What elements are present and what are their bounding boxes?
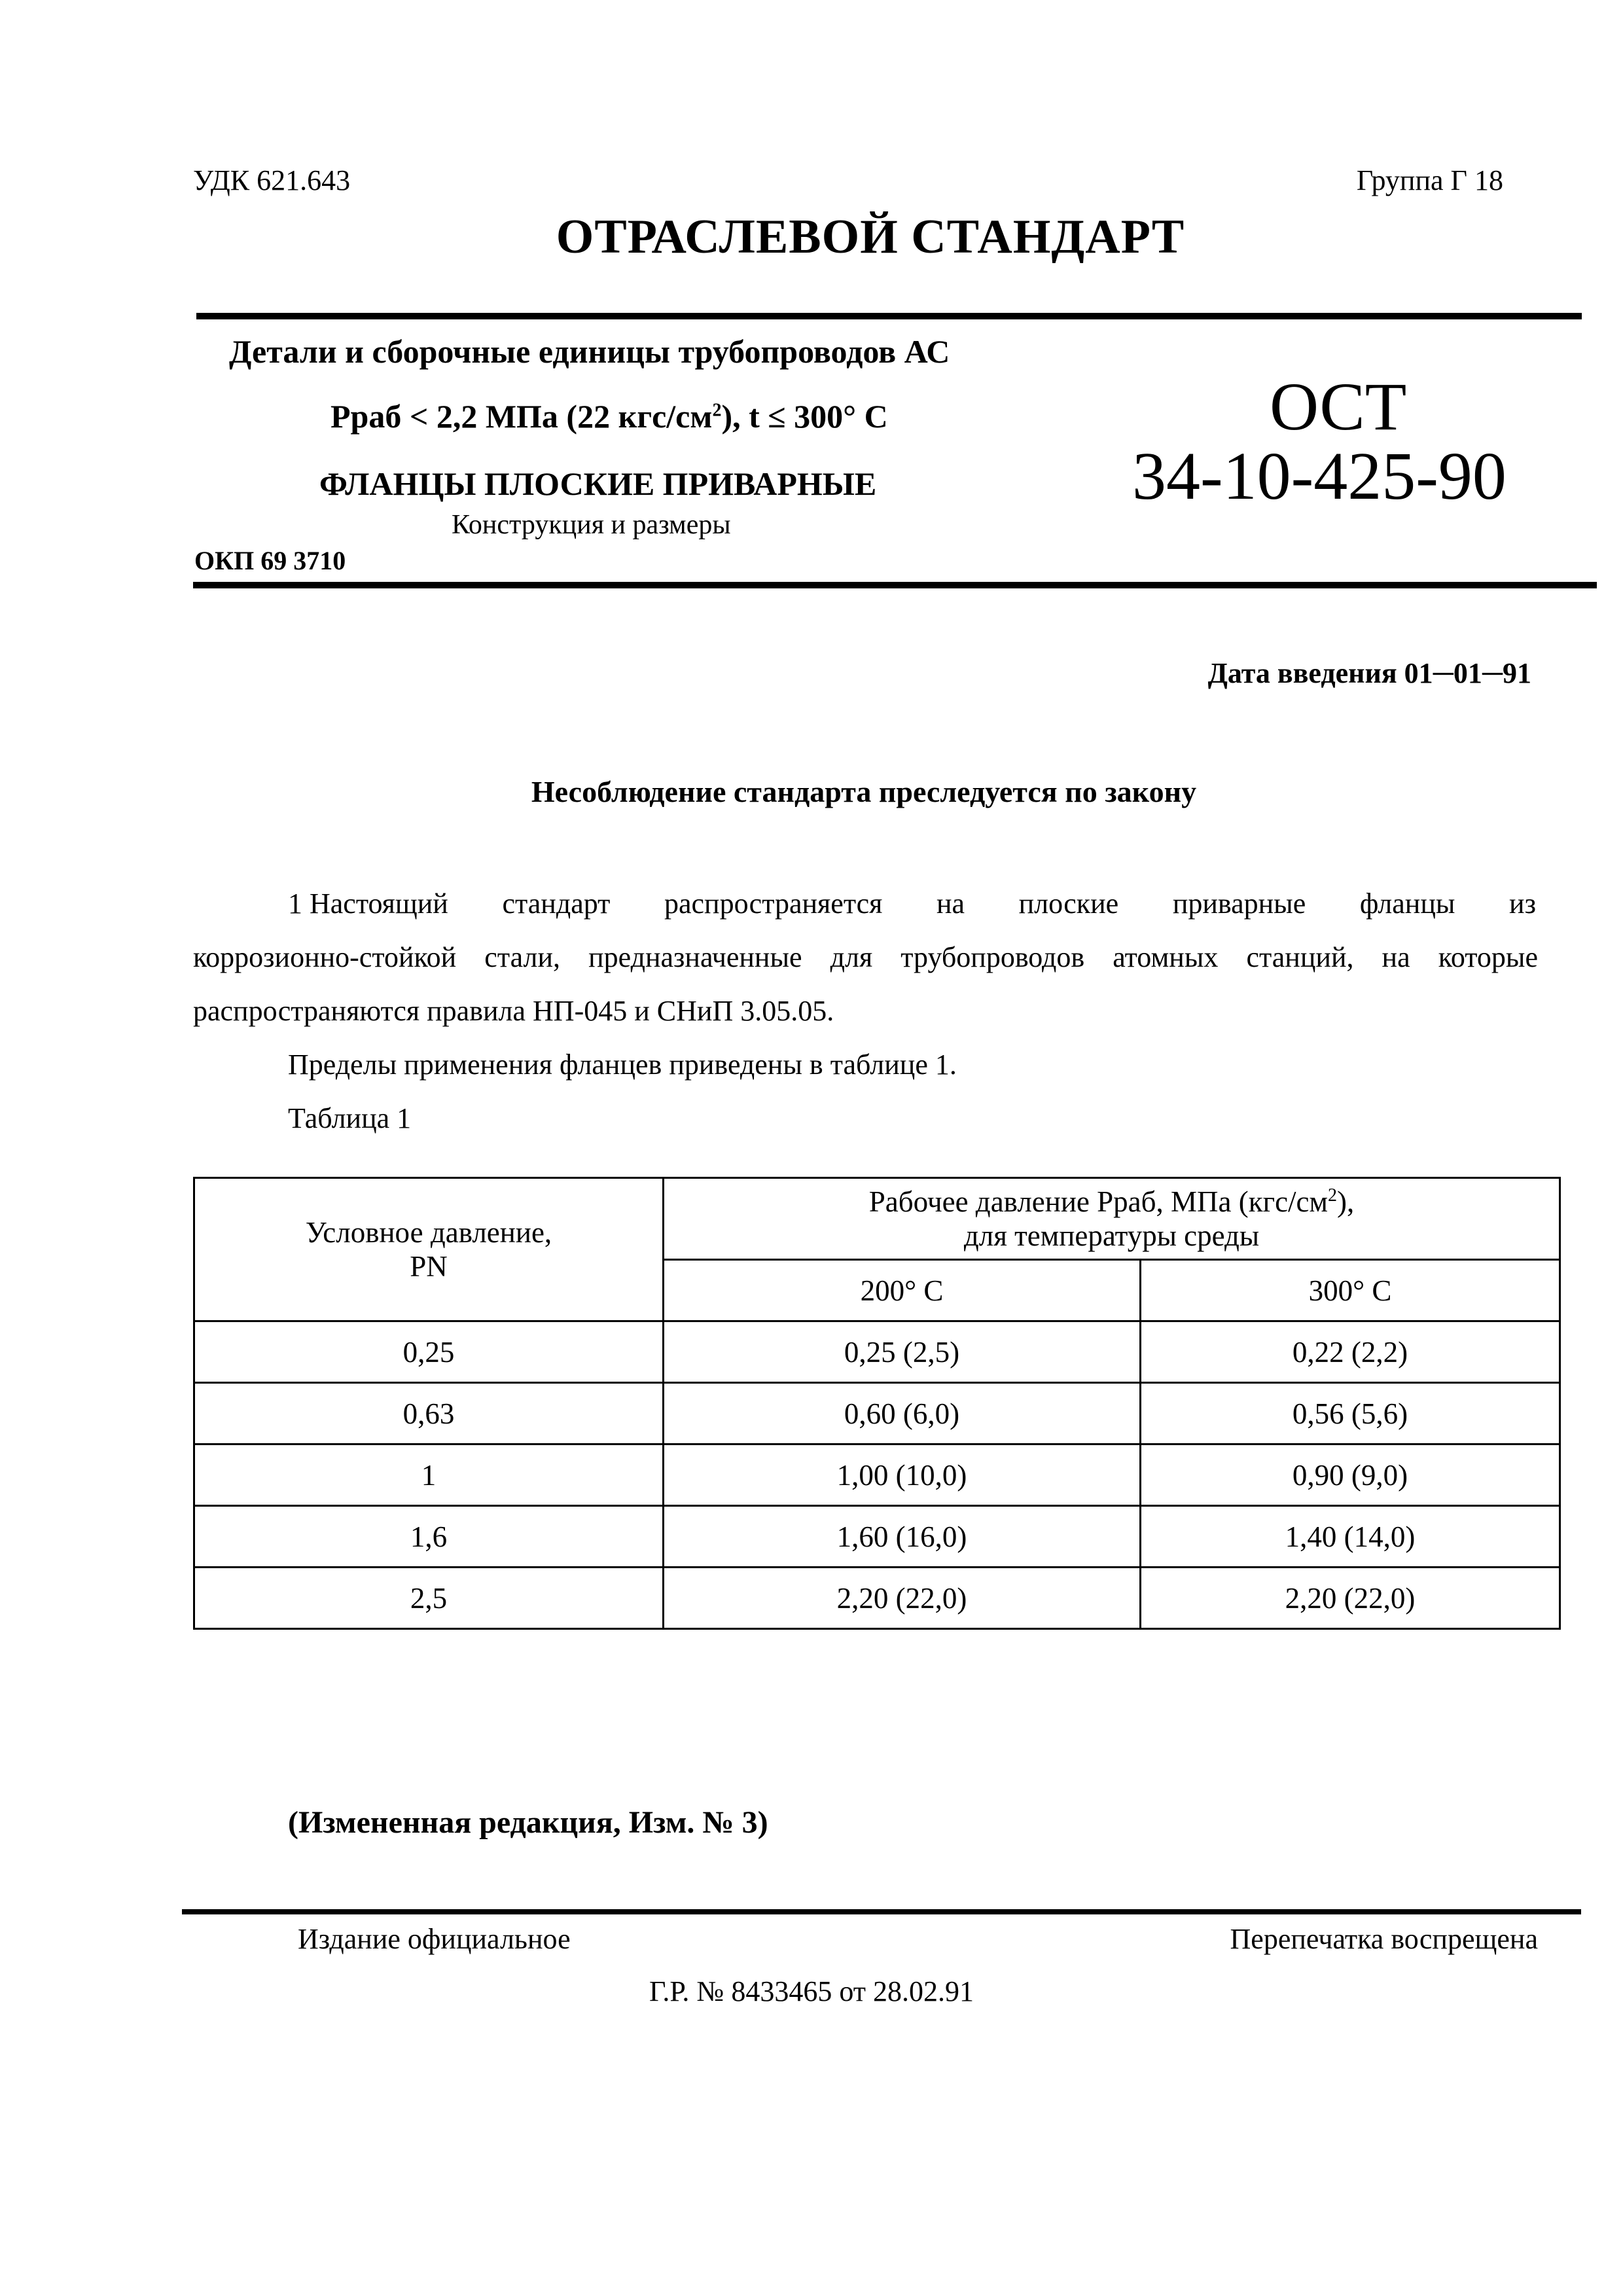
table-cell: 0,25 <box>194 1321 664 1383</box>
group-header-working-pressure <box>664 1178 1560 1260</box>
table-row <box>194 1321 1560 1383</box>
table-cell: 0,60 (6,0) <box>664 1383 1141 1444</box>
footer-reprint-prohibited: Перепечатка воспрещена <box>1230 1923 1538 1955</box>
table-cell: 2,20 (22,0) <box>664 1568 1141 1629</box>
p1-word: фланцы <box>1359 888 1455 920</box>
table-cell: 1,40 (14,0) <box>1140 1506 1560 1568</box>
footer-registration: Г.Р. № 8433465 от 28.02.91 <box>649 1975 974 2007</box>
table-cell: 1,60 (16,0) <box>664 1506 1141 1568</box>
page-title: ОТРАСЛЕВОЙ СТАНДАРТ <box>556 210 1185 264</box>
okp-code: ОКП 69 3710 <box>194 546 346 575</box>
col1-header-line1: Условное давление, <box>305 1216 552 1249</box>
table-cell: 2,20 (22,0) <box>1140 1568 1560 1629</box>
group-header-line1 <box>664 1185 1559 1219</box>
table-cell: 1,00 (10,0) <box>664 1444 1141 1506</box>
designation-bottom-rule <box>193 582 1597 588</box>
paragraph-1-line-3: распространяются правила НП-045 и СНиП 3.05.05. <box>193 995 834 1027</box>
product-subtitle: Конструкция и размеры <box>452 510 731 540</box>
paragraph-2: Пределы применения фланцев приведены в таблице 1. <box>288 1049 957 1081</box>
legal-warning: Несоблюдение стандарта преследуется по закону <box>531 775 1197 808</box>
table-row <box>194 1506 1560 1568</box>
p1-word: стандарт <box>502 888 611 920</box>
pressure-line <box>330 397 888 435</box>
group-header-sup: 2 <box>1328 1185 1338 1206</box>
p1-word: плоские <box>1018 888 1119 920</box>
table-row <box>194 1568 1560 1629</box>
group-header-suffix: ), <box>1337 1185 1355 1218</box>
table-cell: 0,56 (5,6) <box>1140 1383 1560 1444</box>
p1-word: приварные <box>1172 888 1306 920</box>
table-row <box>194 1444 1560 1506</box>
table-cell: 0,22 (2,2) <box>1140 1321 1560 1383</box>
pressure-sup: 2 <box>712 400 722 421</box>
top-rule <box>196 313 1582 319</box>
table-cell: 1,6 <box>194 1506 664 1568</box>
col1-header-line2: PN <box>410 1250 448 1283</box>
p1-word: 1 Настоящий <box>288 888 448 920</box>
pressure-prefix: Рраб < 2,2 МПа (22 кгс/см <box>330 398 713 435</box>
product-name: ФЛАНЦЫ ПЛОСКИЕ ПРИВАРНЫЕ <box>319 465 877 502</box>
p1-word: на <box>936 888 965 920</box>
table-cell: 1 <box>194 1444 664 1506</box>
table-caption: Таблица 1 <box>288 1102 412 1134</box>
footer-official-edition: Издание официальное <box>298 1923 571 1955</box>
table-cell: 0,63 <box>194 1383 664 1444</box>
group-header-prefix: Рабочее давление Рраб, МПа (кгс/см <box>868 1185 1329 1218</box>
footer-rule <box>182 1909 1581 1914</box>
introduction-date: Дата введения 01─01─91 <box>1207 657 1531 689</box>
subject-line: Детали и сборочные единицы трубопроводов АС <box>229 333 950 370</box>
standard-code-line2: 34-10-425-90 <box>1132 439 1507 514</box>
group-code: Группа Г 18 <box>1356 164 1503 196</box>
table-cell: 2,5 <box>194 1568 664 1629</box>
pressure-suffix: ), t ≤ 300° С <box>721 398 888 435</box>
standard-code-line1: ОСТ <box>1270 369 1407 444</box>
table-cell: 0,25 (2,5) <box>664 1321 1141 1383</box>
limits-table <box>193 1177 1561 1630</box>
p1-word: из <box>1509 888 1536 920</box>
p1-word: распространяется <box>664 888 883 920</box>
group-header-line2: для температуры среды <box>963 1219 1260 1252</box>
paragraph-1-line-1 <box>288 877 1536 931</box>
table-cell: 0,90 (9,0) <box>1140 1444 1560 1506</box>
col-header-200c: 200° С <box>664 1260 1141 1321</box>
udk-code: УДК 621.643 <box>193 164 351 196</box>
col-header-nominal-pressure <box>194 1178 664 1321</box>
table-header-row <box>194 1178 1560 1260</box>
col-header-300c: 300° С <box>1140 1260 1560 1321</box>
amendment-note: (Измененная редакция, Изм. № 3) <box>288 1805 768 1840</box>
paragraph-1-line-2: коррозионно-стойкой стали, предназначенные для трубопроводов атомных станций, на которые <box>193 941 1538 973</box>
table-row <box>194 1383 1560 1444</box>
